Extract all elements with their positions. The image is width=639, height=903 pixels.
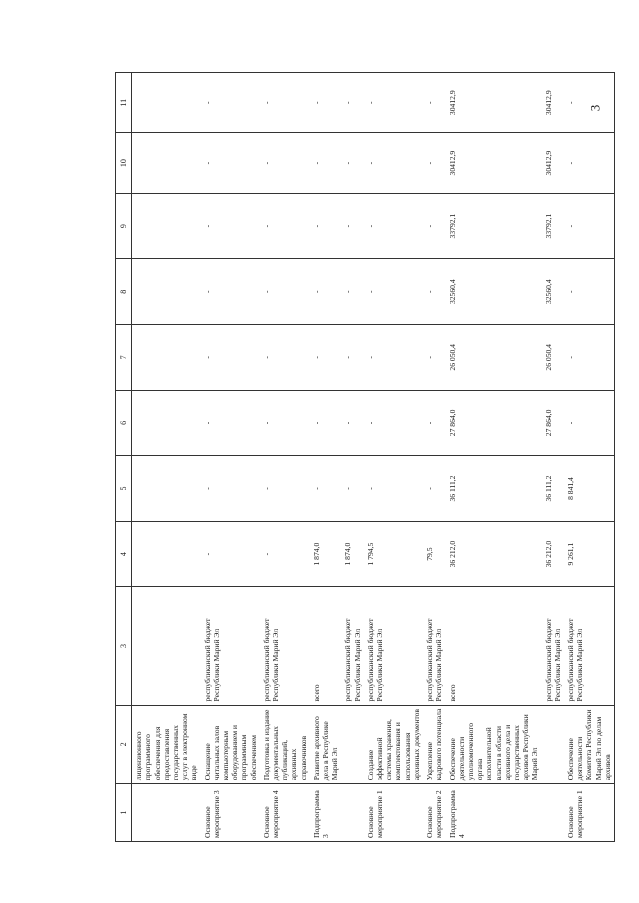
program-title-cell: Подготовка и издание документальных публикаций, архивных справочников — [260, 705, 310, 784]
budget-table-sheet — [115, 72, 612, 842]
amount-cell — [132, 390, 201, 456]
funding-source-cell: республиканский бюджет Республики Марий Эл — [201, 587, 260, 705]
amount-cell: - — [423, 133, 445, 193]
header-cell: 5 — [116, 456, 132, 522]
amount-cell: - — [341, 193, 363, 259]
program-title-cell: Укрепление кадрового потенциала — [423, 705, 445, 784]
header-cell: 3 — [116, 587, 132, 705]
header-cell: 9 — [116, 193, 132, 259]
program-code-cell: Подпрограмма 3 — [310, 784, 342, 842]
amount-cell — [132, 133, 201, 193]
amount-cell — [132, 456, 201, 522]
program-code-cell — [542, 784, 564, 842]
program-title-cell — [542, 705, 564, 784]
amount-cell: - — [260, 456, 310, 522]
amount-cell: - — [201, 193, 260, 259]
amount-cell: 32560,4 — [542, 259, 564, 325]
amount-cell: - — [564, 325, 615, 391]
amount-cell: - — [201, 325, 260, 391]
amount-cell: 36 111,2 — [542, 456, 564, 522]
program-title-cell: Обеспечение деятельности Комитета Республики Марий Эл по делам архивов — [564, 705, 615, 784]
amount-cell: - — [260, 325, 310, 391]
header-cell: 8 — [116, 259, 132, 325]
funding-source-cell: республиканский бюджет Республики Марий Эл — [364, 587, 423, 705]
table-row — [310, 73, 342, 842]
table-row — [564, 73, 615, 842]
amount-cell: 30412,9 — [542, 133, 564, 193]
amount-cell: - — [310, 193, 342, 259]
amount-cell: - — [341, 133, 363, 193]
header-cell: 2 — [116, 705, 132, 784]
amount-cell: 36 212,0 — [446, 521, 542, 587]
amount-cell: - — [201, 456, 260, 522]
table-row — [201, 73, 260, 842]
amount-cell: - — [423, 456, 445, 522]
amount-cell: - — [260, 73, 310, 133]
amount-cell: 9 261,1 — [564, 521, 615, 587]
amount-cell: - — [201, 73, 260, 133]
amount-cell: - — [310, 456, 342, 522]
program-title-cell: Создание эффективной системы хранения, комплектования и использования архивных документов — [364, 705, 423, 784]
amount-cell: - — [364, 73, 423, 133]
funding-source-cell — [132, 587, 201, 705]
program-title-cell — [341, 705, 363, 784]
amount-cell: 36 212,0 — [542, 521, 564, 587]
table-row — [423, 73, 445, 842]
amount-cell: - — [201, 133, 260, 193]
header-cell: 10 — [116, 133, 132, 193]
amount-cell: - — [341, 390, 363, 456]
funding-source-cell: республиканский бюджет Республики Марий Эл — [564, 587, 615, 705]
table-body — [116, 73, 615, 842]
amount-cell: - — [423, 73, 445, 133]
amount-cell — [132, 73, 201, 133]
program-code-cell — [341, 784, 363, 842]
amount-cell: - — [260, 133, 310, 193]
amount-cell: - — [201, 390, 260, 456]
program-title-cell: Развитие архивного дела в Республике Марий Эл — [310, 705, 342, 784]
amount-cell: 1 874,0 — [341, 521, 363, 587]
amount-cell: - — [364, 456, 423, 522]
funding-source-cell: республиканский бюджет Республики Марий Эл — [341, 587, 363, 705]
amount-cell: 33792,1 — [542, 193, 564, 259]
amount-cell: 30412,9 — [542, 73, 564, 133]
funding-source-cell: республиканский бюджет Республики Марий Эл — [423, 587, 445, 705]
program-code-cell: Основное мероприятие 2 — [423, 784, 445, 842]
amount-cell: - — [564, 73, 615, 133]
table-row — [260, 73, 310, 842]
funding-source-cell: всего — [446, 587, 542, 705]
amount-cell: 27 864,0 — [446, 390, 542, 456]
amount-cell: - — [310, 73, 342, 133]
amount-cell: 36 111,2 — [446, 456, 542, 522]
header-cell: 11 — [116, 73, 132, 133]
program-title-cell: Обеспечение деятельности уполномоченного органа исполнительной власти в области архивного дела и государственных архивов Республики Марий Эл — [446, 705, 542, 784]
header-cell: 1 — [116, 784, 132, 842]
table-row — [542, 73, 564, 842]
amount-cell: - — [260, 193, 310, 259]
table-row — [132, 73, 201, 842]
amount-cell: - — [310, 390, 342, 456]
amount-cell: - — [364, 390, 423, 456]
amount-cell: - — [310, 259, 342, 325]
table-header-row — [116, 73, 132, 842]
table-row — [341, 73, 363, 842]
amount-cell — [132, 325, 201, 391]
amount-cell: 32560,4 — [446, 259, 542, 325]
page-number: 3 — [587, 104, 603, 112]
program-title-cell: лицензионного программного обеспечения для предоставления государственных услуг в электронном виде — [132, 705, 201, 784]
amount-cell: - — [341, 456, 363, 522]
amount-cell: - — [364, 259, 423, 325]
amount-cell: - — [260, 390, 310, 456]
amount-cell: 26 050,4 — [542, 325, 564, 391]
funding-source-cell: республиканский бюджет Республики Марий Эл — [542, 587, 564, 705]
amount-cell: - — [364, 133, 423, 193]
header-cell: 6 — [116, 390, 132, 456]
program-code-cell — [132, 784, 201, 842]
funding-source-cell: республиканский бюджет Республики Марий Эл — [260, 587, 310, 705]
amount-cell: - — [564, 259, 615, 325]
amount-cell: - — [201, 259, 260, 325]
program-code-cell: Основное мероприятие 4 — [260, 784, 310, 842]
amount-cell: - — [423, 259, 445, 325]
amount-cell: - — [310, 325, 342, 391]
amount-cell: 79,5 — [423, 521, 445, 587]
amount-cell — [132, 259, 201, 325]
amount-cell: - — [423, 390, 445, 456]
amount-cell: 33792,1 — [446, 193, 542, 259]
amount-cell: - — [364, 325, 423, 391]
program-code-cell: Основное мероприятие 1 — [564, 784, 615, 842]
amount-cell: - — [310, 133, 342, 193]
amount-cell: - — [564, 133, 615, 193]
amount-cell: - — [260, 259, 310, 325]
amount-cell: - — [564, 390, 615, 456]
amount-cell: - — [364, 193, 423, 259]
amount-cell: - — [423, 193, 445, 259]
funding-source-cell: всего — [310, 587, 342, 705]
header-cell: 4 — [116, 521, 132, 587]
amount-cell: - — [341, 73, 363, 133]
amount-cell: 1 794,5 — [364, 521, 423, 587]
amount-cell — [132, 193, 201, 259]
budget-table — [115, 72, 615, 842]
program-title-cell: Оснащение читальных залов компьютерным оборудованием и программным обеспечением — [201, 705, 260, 784]
table-row — [364, 73, 423, 842]
amount-cell: 8 841,4 — [564, 456, 615, 522]
program-code-cell: Подпрограмма 4 — [446, 784, 542, 842]
program-code-cell: Основное мероприятие 3 — [201, 784, 260, 842]
amount-cell: 1 874,0 — [310, 521, 342, 587]
amount-cell — [132, 521, 201, 587]
amount-cell: - — [341, 325, 363, 391]
amount-cell: 26 050,4 — [446, 325, 542, 391]
header-cell: 7 — [116, 325, 132, 391]
amount-cell: - — [564, 193, 615, 259]
program-code-cell: Основное мероприятие 1 — [364, 784, 423, 842]
amount-cell: - — [260, 521, 310, 587]
amount-cell: 30412,9 — [446, 133, 542, 193]
table-row — [446, 73, 542, 842]
amount-cell: - — [201, 521, 260, 587]
amount-cell: - — [423, 325, 445, 391]
amount-cell: 30412,9 — [446, 73, 542, 133]
amount-cell: 27 864,0 — [542, 390, 564, 456]
amount-cell: - — [341, 259, 363, 325]
